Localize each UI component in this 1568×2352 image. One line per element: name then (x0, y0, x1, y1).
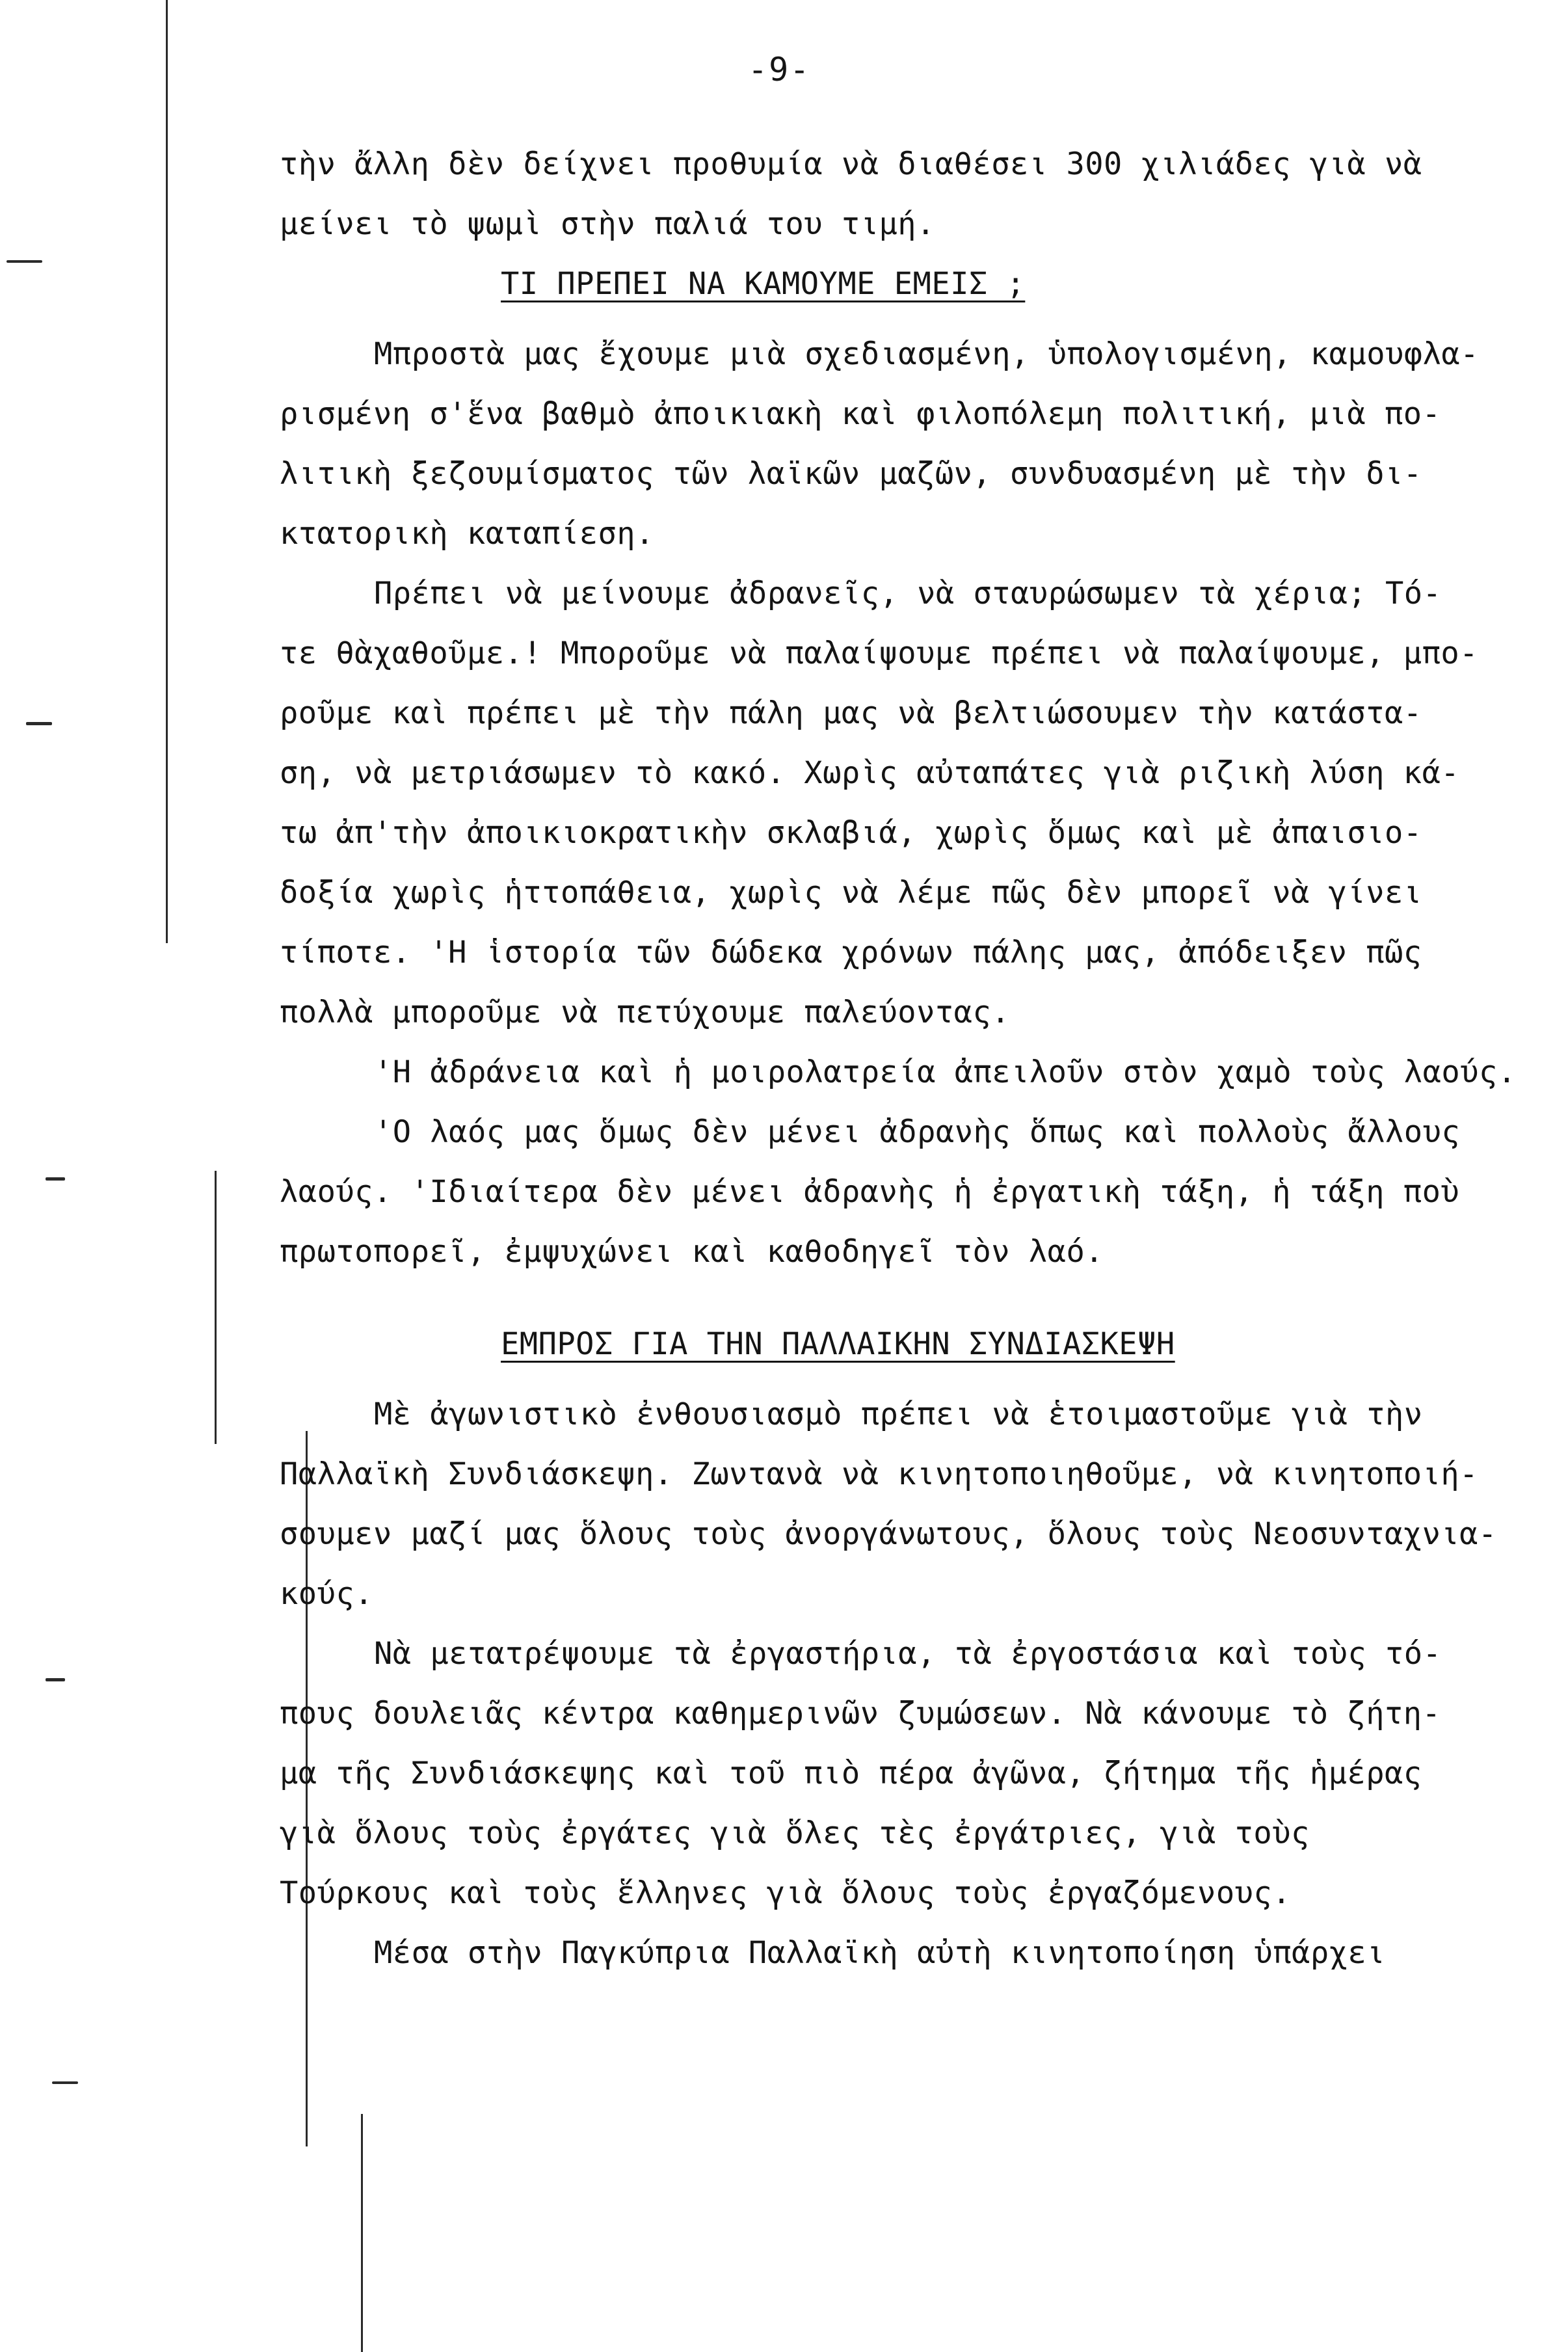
margin-mark (46, 1678, 65, 1681)
text-line: δοξία χωρὶς ἡττοπάθεια, χωρὶς νὰ λέμε πῶς δὲν μπορεῖ νὰ γίνει (280, 875, 1422, 911)
text-line: ρισμένη σ'ἕνα βαθμὸ ἀποικιακὴ καὶ φιλοπόλεμη πολιτική, μιὰ πο- (280, 396, 1441, 432)
text-line: πολλὰ μποροῦμε νὰ πετύχουμε παλεύοντας. (280, 995, 1011, 1030)
text-line: πρωτοπορεῖ, ἐμψυχώνει καὶ καθοδηγεῖ τὸν λαό. (280, 1234, 1104, 1270)
text-line: Μέσα στὴν Παγκύπρια Παλλαϊκὴ αὐτὴ κινητοποίηση ὑπάρχει (374, 1935, 1386, 1971)
text-line: τίποτε. 'Η ἱστορία τῶν δώδεκα χρόνων πάλης μας, ἀπόδειξεν πῶς (280, 935, 1422, 970)
text-line: πους δουλειᾶς κέντρα καθημερινῶν ζυμώσεων. Νὰ κάνουμε τὸ ζήτη- (280, 1696, 1441, 1731)
text-line: Πρέπει νὰ μείνουμε ἀδρανεῖς, νὰ σταυρώσωμεν τὰ χέρια; Τό- (374, 576, 1442, 611)
margin-line (361, 2114, 363, 2352)
text-line: σουμεν μαζί μας ὅλους τοὺς ἀνοργάνωτους, ὅλους τοὺς Νεοσυνταχνια- (280, 1516, 1497, 1552)
page-number: -9- (748, 51, 811, 88)
body-text (280, 148, 1528, 1997)
margin-mark (26, 722, 52, 725)
margin-mark (7, 260, 42, 263)
section-heading: ΤΙ ΠΡΕΠΕΙ ΝΑ ΚΑΜΟΥΜΕ ΕΜΕΙΣ ; (501, 266, 1026, 302)
text-line: κούς. (280, 1576, 373, 1612)
text-line: ση, νὰ μετριάσωμεν τὸ κακό. Χωρὶς αὐταπάτες γιὰ ριζικὴ λύση κά- (280, 755, 1460, 791)
text-line: λαούς. 'Ιδιαίτερα δὲν μένει ἀδρανὴς ἡ ἐργατικὴ τάξη, ἡ τάξη ποὺ (280, 1174, 1460, 1210)
text-line: μείνει τὸ ψωμὶ στὴν παλιά του τιμή. (280, 206, 935, 242)
margin-mark (52, 2081, 78, 2084)
text-line: Μὲ ἀγωνιστικὸ ἐνθουσιασμὸ πρέπει νὰ ἑτοιμαστοῦμε γιὰ τὴν (374, 1396, 1423, 1432)
text-line: ροῦμε καὶ πρέπει μὲ τὴν πάλη μας νὰ βελτιώσουμεν τὴν κατάστα- (280, 695, 1422, 731)
text-line: τω ἀπ'τὴν ἀποικιοκρατικὴν σκλαβιά, χωρὶς ὅμως καὶ μὲ ἀπαισιο- (280, 815, 1422, 851)
text-line: Τούρκους καὶ τοὺς ἕλληνες γιὰ ὅλους τοὺς ἐργαζόμενους. (280, 1875, 1292, 1911)
text-line: τὴν ἄλλη δὲν δείχνει προθυμία νὰ διαθέσει 300 χιλιάδες γιὰ νὰ (280, 146, 1422, 182)
margin-mark (46, 1177, 65, 1181)
text-line: τε θὰχαθοῦμε.! Μποροῦμε νὰ παλαίψουμε πρέπει νὰ παλαίψουμε, μπο- (280, 635, 1478, 671)
margin-line (215, 1171, 217, 1444)
text-line: Παλλαϊκὴ Συνδιάσκεψη. Ζωντανὰ νὰ κινητοποιηθοῦμε, νὰ κινητοποιή- (280, 1456, 1478, 1492)
text-line: γιὰ ὅλους τοὺς ἐργάτες γιὰ ὅλες τὲς ἐργάτριες, γιὰ τοὺς (280, 1815, 1310, 1851)
text-line: Μπροστὰ μας ἔχουμε μιὰ σχεδιασμένη, ὑπολογισμένη, καμουφλα- (374, 336, 1479, 372)
text-line: μα τῆς Συνδιάσκεψης καὶ τοῦ πιὸ πέρα ἀγῶνα, ζήτημα τῆς ἡμέρας (280, 1756, 1422, 1791)
text-line: Νὰ μετατρέψουμε τὰ ἐργαστήρια, τὰ ἐργοστάσια καὶ τοὺς τό- (374, 1636, 1442, 1672)
text-line: 'Ο λαός μας ὅμως δὲν μένει ἀδρανὴς ὅπως καὶ πολλοὺς ἄλλους (374, 1114, 1461, 1150)
margin-line (166, 0, 168, 943)
text-line: κτατορικὴ καταπίεση. (280, 516, 654, 552)
spacer (280, 1296, 1528, 1328)
text-line: 'Η ἀδράνεια καὶ ἡ μοιρολατρεία ἀπειλοῦν στὸν χαμὸ τοὺς λαούς. (374, 1054, 1517, 1090)
text-line: λιτικὴ ξεζουμίσματος τῶν λαϊκῶν μαζῶν, συνδυασμένη μὲ τὴν δι- (280, 456, 1422, 492)
section-heading: ΕΜΠΡΟΣ ΓΙΑ ΤΗΝ ΠΑΛΛΑΙΚΗΝ ΣΥΝΔΙΑΣΚΕΨΗ (501, 1326, 1175, 1362)
